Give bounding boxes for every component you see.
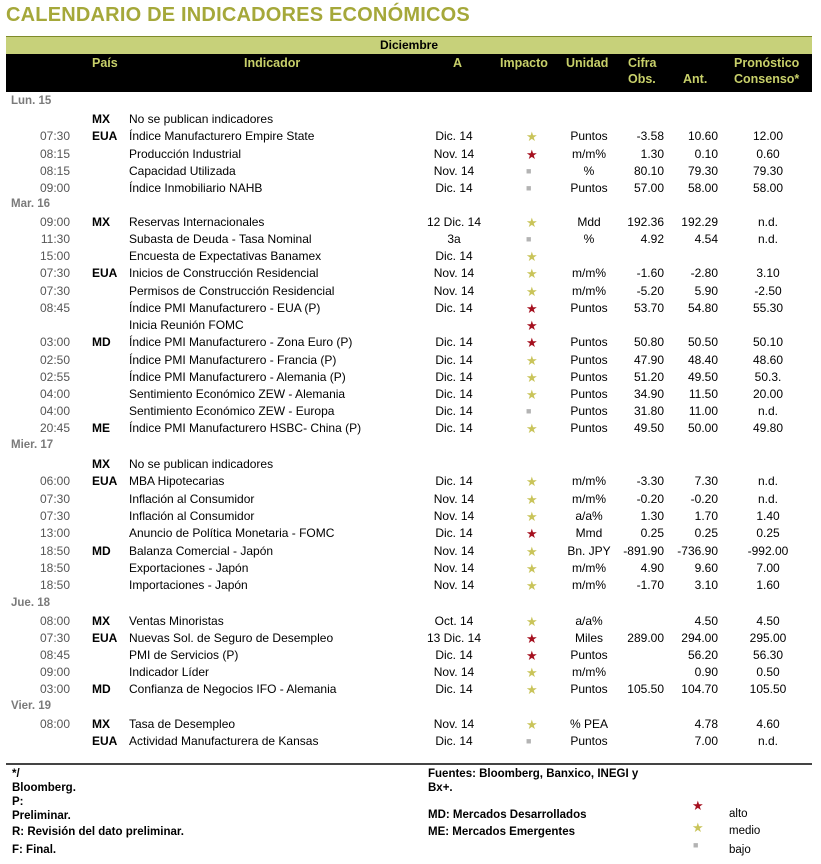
cell-time: 02:55 bbox=[39, 370, 70, 384]
cell-unit: Mmd bbox=[575, 526, 603, 540]
cell-per: 12 Dic. 14 bbox=[426, 215, 482, 229]
cell-time: 15:00 bbox=[39, 249, 70, 263]
cell-ind: No se publican indicadores bbox=[129, 112, 274, 126]
cell-country: EUA bbox=[92, 266, 118, 280]
legend-bajo-icon: ■ bbox=[693, 840, 699, 850]
header-indicador: Indicador bbox=[244, 56, 301, 70]
cell-ant: 54.80 bbox=[687, 301, 718, 315]
header-consenso: Consenso* bbox=[734, 72, 800, 86]
footnote-p: P: bbox=[12, 796, 24, 808]
cell-country: MX bbox=[92, 717, 110, 731]
cell-unit: Mdd bbox=[577, 215, 601, 229]
cell-ant: 9.60 bbox=[694, 561, 718, 575]
footnote-marker: */ bbox=[12, 768, 20, 780]
legend-alto-icon: ★ bbox=[692, 798, 704, 813]
cell-ind: MBA Hipotecarias bbox=[129, 474, 225, 488]
cell-time: 07:30 bbox=[39, 492, 70, 506]
cell-ant: 48.40 bbox=[687, 353, 718, 367]
month-bar: Diciembre bbox=[6, 36, 812, 54]
cell-unit: % bbox=[583, 232, 595, 246]
cell-per: Nov. 14 bbox=[433, 266, 475, 280]
legend-medio-icon: ★ bbox=[692, 820, 704, 835]
cell-ind: Permisos de Construcción Residencial bbox=[129, 284, 335, 298]
cell-ant: 3.10 bbox=[694, 578, 718, 592]
day-label: Jue. 18 bbox=[11, 597, 50, 609]
table-row: 18:50 MD Balanza Comercial - Japón Nov. 14 ★ Bn. JPY -891.90 -736.90 -992.00 bbox=[6, 543, 812, 560]
table-row: 11:30 Subasta de Deuda - Tasa Nominal 3a ■ % 4.92 4.54 n.d. bbox=[6, 231, 812, 248]
table-row: 15:00 Encuesta de Expectativas Banamex Dic. 14 ★ bbox=[6, 248, 812, 265]
cell-unit: Puntos bbox=[570, 301, 608, 315]
cell-unit: m/m% bbox=[572, 578, 606, 592]
cell-obs: 51.20 bbox=[633, 370, 664, 384]
cell-unit: % PEA bbox=[569, 717, 608, 731]
cell-time: 06:00 bbox=[39, 474, 70, 488]
cell-time: 04:00 bbox=[39, 404, 70, 418]
cell-unit: m/m% bbox=[572, 561, 606, 575]
table-row: 07:30 EUA Inicios de Construcción Residencial Nov. 14 ★ m/m% -1.60 -2.80 3.10 bbox=[6, 265, 812, 282]
cell-cons: 3.10 bbox=[756, 266, 780, 280]
cell-obs: -1.70 bbox=[636, 578, 664, 592]
cell-ant: 0.10 bbox=[694, 147, 718, 161]
table-row: Inicia Reunión FOMC ★ bbox=[129, 318, 538, 333]
cell-country: MD bbox=[92, 335, 111, 349]
cell-time: 08:00 bbox=[39, 614, 70, 628]
cell-cons: n.d. bbox=[757, 215, 778, 229]
cell-ind: Confianza de Negocios IFO - Alemania bbox=[129, 682, 337, 696]
table-row: 02:55 Índice PMI Manufacturero - Alemania (P) Dic. 14 ★ Puntos 51.20 49.50 50.3. bbox=[6, 369, 812, 386]
cell-ind: Inicios de Construcción Residencial bbox=[129, 266, 319, 280]
cell-obs: 34.90 bbox=[633, 387, 664, 401]
cell-ant: 11.00 bbox=[688, 404, 718, 418]
footnote-final: F: Final. bbox=[12, 844, 57, 856]
table-row bbox=[6, 456, 812, 473]
cell-cons: n.d. bbox=[757, 492, 778, 506]
cell-per: 3a bbox=[447, 232, 461, 246]
cell-time: 09:00 bbox=[39, 181, 70, 195]
cell-time: 07:30 bbox=[39, 284, 70, 298]
cell-ant: 4.50 bbox=[694, 614, 718, 628]
cell-per: Dic. 14 bbox=[435, 648, 473, 662]
cell-country: ME bbox=[92, 421, 110, 435]
cell-unit: Puntos bbox=[570, 387, 608, 401]
legend-alto-label: alto bbox=[729, 808, 748, 820]
cell-cons: -2.50 bbox=[754, 284, 782, 298]
table-row: 08:15 Capacidad Utilizada Nov. 14 ■ % 80.10 79.30 79.30 bbox=[6, 163, 812, 180]
cell-time: 07:30 bbox=[39, 129, 70, 143]
cell-obs: 0.25 bbox=[640, 526, 664, 540]
cell-unit: Puntos bbox=[570, 421, 608, 435]
cell-time: 11:30 bbox=[40, 232, 70, 246]
cell-cons: n.d. bbox=[757, 474, 778, 488]
cell-per: 13 Dic. 14 bbox=[426, 631, 482, 645]
cell-ind: Índice PMI Manufacturero - Zona Euro (P) bbox=[129, 335, 353, 349]
cell-time: 07:30 bbox=[39, 631, 70, 645]
cell-ind: Ventas Minoristas bbox=[129, 614, 224, 628]
cell-ind: No se publican indicadores bbox=[129, 457, 274, 471]
header-impacto: Impacto bbox=[500, 56, 548, 70]
cell-ind: Sentimiento Económico ZEW - Alemania bbox=[129, 387, 346, 401]
cell-per: Nov. 14 bbox=[433, 544, 475, 558]
sources-line1: Fuentes: Bloomberg, Banxico, INEGI y bbox=[428, 768, 639, 780]
cell-obs: 1.30 bbox=[640, 509, 664, 523]
cell-country: MX bbox=[92, 457, 110, 471]
cell-cons: 79.30 bbox=[752, 164, 784, 178]
header-ant: Ant. bbox=[683, 72, 708, 86]
cell-time: 08:45 bbox=[39, 648, 70, 662]
cell-country: EUA bbox=[92, 734, 118, 748]
header-a: A bbox=[453, 56, 463, 70]
cell-cons: -992.00 bbox=[747, 544, 789, 558]
cell-per: Dic. 14 bbox=[435, 301, 473, 315]
cell-ind: Reservas Internacionales bbox=[129, 215, 265, 229]
cell-cons: 7.00 bbox=[756, 561, 780, 575]
cell-unit: m/m% bbox=[572, 492, 606, 506]
cell-ant: 50.00 bbox=[687, 421, 718, 435]
cell-unit: Puntos bbox=[570, 335, 608, 349]
cell-ind: Anuncio de Política Monetaria - FOMC bbox=[129, 526, 335, 540]
cell-cons: 12.00 bbox=[752, 129, 784, 143]
day-label: Mar. 16 bbox=[11, 198, 50, 210]
cell-ind: Producción Industrial bbox=[129, 147, 242, 161]
cell-obs: -3.30 bbox=[636, 474, 664, 488]
cell-per: Dic. 14 bbox=[435, 335, 473, 349]
cell-obs: 80.10 bbox=[633, 164, 664, 178]
cell-per: Dic. 14 bbox=[435, 526, 473, 540]
footnote-revision: R: Revisión del dato preliminar. bbox=[12, 826, 184, 838]
cell-ant: 11.50 bbox=[688, 387, 718, 401]
table-row: 07:30 EUA Nuevas Sol. de Seguro de Desempleo 13 Dic. 14 ★ Miles 289.00 294.00 295.00 bbox=[6, 630, 812, 647]
cell-ind: Inflación al Consumidor bbox=[129, 492, 255, 506]
cell-unit: % bbox=[583, 164, 595, 178]
cell-country: MD bbox=[92, 682, 111, 696]
cell-cons: 0.50 bbox=[756, 665, 780, 679]
table-row: 03:00 MD Confianza de Negocios IFO - Alemania Dic. 14 ★ Puntos 105.50 104.70 105.50 bbox=[6, 681, 812, 698]
cell-cons: 48.60 bbox=[752, 353, 784, 367]
table-row: 13:00 Anuncio de Política Monetaria - FOMC Dic. 14 ★ Mmd 0.25 0.25 0.25 bbox=[6, 525, 812, 542]
cell-ant: 1.70 bbox=[694, 509, 718, 523]
cell-per: Dic. 14 bbox=[435, 474, 473, 488]
table-row: 09:00 Indicador Líder Nov. 14 ★ m/m% 0.90 0.50 bbox=[6, 664, 812, 681]
cell-per: Dic. 14 bbox=[435, 249, 473, 263]
cell-per: Nov. 14 bbox=[433, 509, 475, 523]
cell-unit: a/a% bbox=[575, 614, 603, 628]
cell-obs: 4.92 bbox=[640, 232, 664, 246]
cell-time: 04:00 bbox=[39, 387, 70, 401]
cell-unit: a/a% bbox=[575, 509, 603, 523]
cell-per: Dic. 14 bbox=[435, 734, 473, 748]
table-row: 04:00 Sentimiento Económico ZEW - Europa Dic. 14 ■ Puntos 31.80 11.00 n.d. bbox=[6, 403, 812, 420]
cell-ind: Inflación al Consumidor bbox=[129, 509, 255, 523]
cell-ind: Índice PMI Manufacturero - EUA (P) bbox=[129, 301, 321, 315]
cell-ant: -0.20 bbox=[690, 492, 718, 506]
table-row: 18:50 Exportaciones - Japón Nov. 14 ★ m/m% 4.90 9.60 7.00 bbox=[6, 560, 812, 577]
header-obs: Obs. bbox=[628, 72, 656, 86]
cell-cons: 1.40 bbox=[756, 509, 780, 523]
cell-obs: 289.00 bbox=[627, 631, 664, 645]
cell-ant: 4.78 bbox=[694, 717, 718, 731]
table-row: 03:00 MD Índice PMI Manufacturero - Zona Euro (P) Dic. 14 ★ Puntos 50.80 50.50 50.10 bbox=[6, 334, 812, 351]
cell-cons: 56.30 bbox=[752, 648, 784, 662]
cell-obs: 49.50 bbox=[633, 421, 664, 435]
cell-unit: Puntos bbox=[570, 734, 608, 748]
cell-cons: 295.00 bbox=[749, 631, 787, 645]
cell-ind: Índice PMI Manufacturero - Francia (P) bbox=[129, 353, 337, 367]
cell-ant: 50.50 bbox=[687, 335, 718, 349]
cell-obs: 47.90 bbox=[633, 353, 664, 367]
cell-per: Dic. 14 bbox=[435, 353, 473, 367]
cell-cons: 4.60 bbox=[756, 717, 780, 731]
cell-ind: Balanza Comercial - Japón bbox=[129, 544, 274, 558]
cell-cons: 1.60 bbox=[756, 578, 780, 592]
cell-time: 03:00 bbox=[39, 335, 70, 349]
cell-ant: 7.00 bbox=[694, 734, 718, 748]
cell-ind: Inicia Reunión FOMC bbox=[129, 318, 244, 332]
cell-per: Nov. 14 bbox=[433, 284, 475, 298]
table-row bbox=[6, 111, 812, 128]
cell-cons: 55.30 bbox=[752, 301, 784, 315]
cell-ant: 7.30 bbox=[694, 474, 718, 488]
table-row: 08:45 Índice PMI Manufacturero - EUA (P) Dic. 14 ★ Puntos 53.70 54.80 55.30 bbox=[6, 300, 812, 317]
day-label: Vier. 19 bbox=[11, 700, 52, 712]
cell-country: MX bbox=[92, 614, 110, 628]
cell-per: Nov. 14 bbox=[433, 492, 475, 506]
cell-time: 08:15 bbox=[39, 147, 70, 161]
header-unidad: Unidad bbox=[566, 56, 609, 70]
cell-ant: 0.90 bbox=[694, 665, 718, 679]
cell-obs: 53.70 bbox=[633, 301, 664, 315]
table-row: 07:30 Inflación al Consumidor Nov. 14 ★ a/a% 1.30 1.70 1.40 bbox=[6, 508, 812, 525]
cell-cons: 0.25 bbox=[756, 526, 780, 540]
cell-unit: m/m% bbox=[572, 284, 606, 298]
table-row: 07:30 Permisos de Construcción Residencial Nov. 14 ★ m/m% -5.20 5.90 -2.50 bbox=[6, 283, 812, 300]
cell-cons: n.d. bbox=[757, 404, 778, 418]
table-row: 09:00 MX Reservas Internacionales 12 Dic. 14 ★ Mdd 192.36 192.29 n.d. bbox=[6, 214, 812, 231]
cell-country: EUA bbox=[92, 129, 118, 143]
cell-obs: 50.80 bbox=[633, 335, 664, 349]
cell-unit: Puntos bbox=[570, 370, 608, 384]
day-label: Mier. 17 bbox=[11, 439, 54, 451]
cell-ind: Actividad Manufacturera de Kansas bbox=[129, 734, 319, 748]
cell-per: Dic. 14 bbox=[435, 129, 473, 143]
cell-ant: 0.25 bbox=[694, 526, 718, 540]
cell-unit: Puntos bbox=[570, 129, 608, 143]
cell-ant: 192.29 bbox=[681, 215, 718, 229]
cell-cons: 20.00 bbox=[752, 387, 784, 401]
table-row: 06:00 EUA MBA Hipotecarias Dic. 14 ★ m/m% -3.30 7.30 n.d. bbox=[6, 473, 812, 490]
cell-cons: n.d. bbox=[757, 232, 778, 246]
cell-ind: Encuesta de Expectativas Banamex bbox=[129, 249, 322, 263]
cell-unit: m/m% bbox=[572, 266, 606, 280]
cell-country: MX bbox=[92, 215, 110, 229]
cell-ind: Sentimiento Económico ZEW - Europa bbox=[129, 404, 335, 418]
table-row: 02:50 Índice PMI Manufacturero - Francia (P) Dic. 14 ★ Puntos 47.90 48.40 48.60 bbox=[6, 352, 812, 369]
cell-obs: 57.00 bbox=[633, 181, 664, 195]
cell-per: Nov. 14 bbox=[433, 665, 475, 679]
cell-per: Nov. 14 bbox=[433, 717, 475, 731]
cell-time: 18:50 bbox=[39, 578, 70, 592]
cell-ind: Exportaciones - Japón bbox=[129, 561, 249, 575]
cell-per: Dic. 14 bbox=[435, 387, 473, 401]
cell-ind: Índice PMI Manufacturero - Alemania (P) bbox=[129, 370, 346, 384]
cell-cons: n.d. bbox=[757, 734, 778, 748]
cell-time: 18:50 bbox=[39, 561, 70, 575]
cell-obs: -5.20 bbox=[636, 284, 664, 298]
table-row: EUA Actividad Manufacturera de Kansas Dic. 14 ■ Puntos 7.00 n.d. bbox=[6, 733, 812, 750]
cell-ind: Capacidad Utilizada bbox=[129, 164, 236, 178]
cell-ant: 79.30 bbox=[687, 164, 718, 178]
footnote-bloomberg: Bloomberg. bbox=[12, 782, 76, 794]
cell-time: 07:30 bbox=[39, 266, 70, 280]
cell-obs: -1.60 bbox=[636, 266, 664, 280]
cell-cons: 105.50 bbox=[749, 682, 787, 696]
cell-obs: -891.90 bbox=[623, 544, 664, 558]
cell-unit: m/m% bbox=[572, 474, 606, 488]
cell-time: 09:00 bbox=[39, 665, 70, 679]
cell-unit: Puntos bbox=[570, 353, 608, 367]
cell-per: Nov. 14 bbox=[433, 147, 475, 161]
cell-time: 18:50 bbox=[39, 544, 70, 558]
cell-time: 09:00 bbox=[39, 215, 70, 229]
cell-per: Oct. 14 bbox=[434, 614, 474, 628]
cell-time: 20:45 bbox=[39, 421, 70, 435]
cell-unit: Puntos bbox=[570, 404, 608, 418]
cell-time: 13:00 bbox=[39, 526, 70, 540]
table-row: 20:45 ME Índice PMI Manufacturero HSBC- China (P) Dic. 14 ★ Puntos 49.50 50.00 49.80 bbox=[6, 420, 812, 437]
cell-ind: Índice Inmobiliario NAHB bbox=[129, 181, 263, 195]
legend-medio-label: medio bbox=[729, 825, 761, 837]
cell-obs: 31.80 bbox=[633, 404, 664, 418]
cell-country: EUA bbox=[92, 631, 118, 645]
cell-obs: 105.50 bbox=[627, 682, 664, 696]
cell-per: Dic. 14 bbox=[435, 181, 473, 195]
header-pronostico: Pronóstico bbox=[734, 56, 800, 70]
cell-cons: 50.3. bbox=[754, 370, 782, 384]
cell-per: Dic. 14 bbox=[435, 370, 473, 384]
cell-ant: 10.60 bbox=[687, 129, 718, 143]
table-row: 08:15 Producción Industrial Nov. 14 ★ m/m% 1.30 0.10 0.60 bbox=[6, 146, 812, 163]
cell-ant: 5.90 bbox=[694, 284, 718, 298]
cell-ant: -736.90 bbox=[677, 544, 718, 558]
footnote-preliminar: Preliminar. bbox=[12, 810, 71, 822]
table-row: 04:00 Sentimiento Económico ZEW - Alemania Dic. 14 ★ Puntos 34.90 11.50 20.00 bbox=[6, 386, 812, 403]
cell-unit: m/m% bbox=[572, 147, 606, 161]
cell-time: 08:00 bbox=[39, 717, 70, 731]
cell-unit: Puntos bbox=[570, 181, 608, 195]
cell-cons: 50.10 bbox=[752, 335, 784, 349]
cell-country: EUA bbox=[92, 474, 118, 488]
cell-ind: Indicador Líder bbox=[129, 665, 210, 679]
table-row: 08:00 MX Tasa de Desempleo Nov. 14 ★ % PEA 4.78 4.60 bbox=[6, 716, 812, 733]
legend-md: MD: Mercados Desarrollados bbox=[428, 809, 587, 821]
cell-ant: 58.00 bbox=[687, 181, 718, 195]
header-pais: País bbox=[92, 56, 118, 70]
legend-me: ME: Mercados Emergentes bbox=[428, 826, 575, 838]
page-title: CALENDARIO DE INDICADORES ECONÓMICOS bbox=[6, 4, 470, 26]
cell-ind: PMI de Servicios (P) bbox=[129, 648, 239, 662]
cell-obs: 4.90 bbox=[640, 561, 664, 575]
cell-unit: Bn. JPY bbox=[567, 544, 611, 558]
cell-country: MD bbox=[92, 544, 111, 558]
sources-line2: Bx+. bbox=[428, 782, 453, 794]
cell-ind: Tasa de Desempleo bbox=[129, 717, 236, 731]
cell-unit: Miles bbox=[574, 631, 603, 645]
header-cifra: Cifra bbox=[628, 56, 657, 70]
table-row: 18:50 Importaciones - Japón Nov. 14 ★ m/m% -1.70 3.10 1.60 bbox=[6, 577, 812, 594]
cell-time: 07:30 bbox=[39, 509, 70, 523]
cell-ant: 104.70 bbox=[681, 682, 718, 696]
table-row: 08:45 PMI de Servicios (P) Dic. 14 ★ Puntos 56.20 56.30 bbox=[6, 647, 812, 664]
footer-divider bbox=[6, 763, 812, 765]
cell-time: 08:45 bbox=[39, 301, 70, 315]
cell-ind: Nuevas Sol. de Seguro de Desempleo bbox=[129, 631, 334, 645]
table-row: 08:00 MX Ventas Minoristas Oct. 14 ★ a/a% 4.50 4.50 bbox=[6, 613, 812, 630]
cell-cons: 4.50 bbox=[756, 614, 780, 628]
cell-unit: Puntos bbox=[570, 682, 608, 696]
cell-obs: -0.20 bbox=[636, 492, 664, 506]
cell-unit: Puntos bbox=[570, 648, 608, 662]
cell-per: Nov. 14 bbox=[433, 561, 475, 575]
cell-time: 08:15 bbox=[39, 164, 70, 178]
cell-ant: 4.54 bbox=[694, 232, 718, 246]
cell-cons: 58.00 bbox=[752, 181, 784, 195]
cell-per: Dic. 14 bbox=[435, 421, 473, 435]
cell-ind: Índice PMI Manufacturero HSBC- China (P) bbox=[129, 421, 362, 435]
cell-cons: 49.80 bbox=[752, 421, 784, 435]
legend-bajo-label: bajo bbox=[729, 844, 751, 856]
cell-ant: 56.20 bbox=[687, 648, 718, 662]
cell-cons: 0.60 bbox=[756, 147, 780, 161]
cell-ant: -2.80 bbox=[690, 266, 718, 280]
cell-time: 03:00 bbox=[39, 682, 70, 696]
cell-obs: 192.36 bbox=[627, 215, 664, 229]
cell-time: 02:50 bbox=[39, 353, 70, 367]
table-header bbox=[6, 54, 812, 92]
cell-per: Dic. 14 bbox=[435, 682, 473, 696]
table-row: 07:30 Inflación al Consumidor Nov. 14 ★ m/m% -0.20 -0.20 n.d. bbox=[6, 491, 812, 508]
cell-obs: 1.30 bbox=[640, 147, 664, 161]
cell-obs: -3.58 bbox=[636, 129, 664, 143]
cell-ind: Índice Manufacturero Empire State bbox=[129, 129, 315, 143]
cell-ant: 49.50 bbox=[687, 370, 718, 384]
cell-ant: 294.00 bbox=[681, 631, 718, 645]
day-label: Lun. 15 bbox=[11, 95, 52, 107]
cell-unit: m/m% bbox=[572, 665, 606, 679]
cell-ind: Importaciones - Japón bbox=[129, 578, 248, 592]
cell-per: Dic. 14 bbox=[435, 404, 473, 418]
cell-per: Nov. 14 bbox=[433, 164, 475, 178]
cell-per: Nov. 14 bbox=[433, 578, 475, 592]
table-row: 09:00 Índice Inmobiliario NAHB Dic. 14 ■ Puntos 57.00 58.00 58.00 bbox=[6, 180, 812, 197]
cell-ind: Subasta de Deuda - Tasa Nominal bbox=[129, 232, 312, 246]
cell-country: MX bbox=[92, 112, 110, 126]
table-row: 07:30 EUA Índice Manufacturero Empire State Dic. 14 ★ Puntos -3.58 10.60 12.00 bbox=[6, 128, 812, 145]
